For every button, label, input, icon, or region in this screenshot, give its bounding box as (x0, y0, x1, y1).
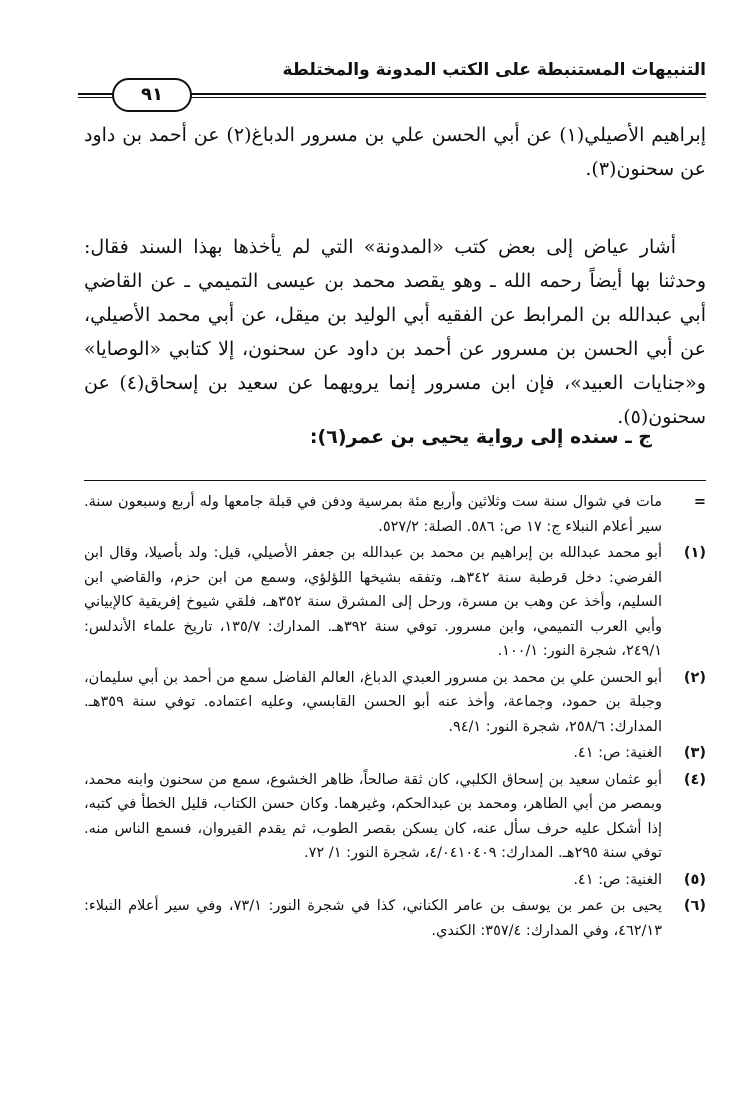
header-title: التنبيهات المستنبطة على الكتب المدونة والمختلطة (282, 60, 706, 80)
footnote-text: الغنية: ص: ٤١. (573, 871, 662, 888)
footnotes (84, 490, 706, 945)
footnote-marker: (٣) (683, 745, 706, 761)
footnote-marker: (٤) (683, 771, 706, 788)
paragraph-1 (84, 118, 706, 186)
paragraph-1-text: إبراهيم الأصيلي(١) عن أبي الحسن علي بن مسرور الدباغ(٢) عن أحمد بن داود عن سحنون(٣). (84, 124, 707, 180)
footnote-marker: (٦) (683, 898, 706, 914)
footnote-separator (84, 480, 706, 481)
footnote-text: الغنية: ص: ٤١. (573, 745, 662, 761)
footnote-text: أبو عثمان سعيد بن إسحاق الكلبي، كان ثقة صالحاً، ظاهر الخشوع، سمع من سحنون وابنه محمد، وبمصر من أبي الطاهر، ومحمد بن عبدالحكم، وغيرهما. وكان حسن الكتاب، قليل الخطأ في كتبه، إذا أشكل عليه حرف سأل عنه، كان يسكن بقصر الطوب، ثم يقدم القيروان، فسمع الناس منه. توفي سنة ٢٩٥هـ. المدارك: ٤/٠٤١٠٤٠٩، شجرة النور: ١/ ٧٢. (84, 771, 662, 861)
footnote-6 (84, 894, 706, 943)
footnote-text: مات في شوال سنة ست وثلاثين وأربع مئة بمرسية ودفن في قبلة جامعها وله أربع وسبعون سنة. سير أعلام النبلاء ج: ١٧ ص: ٥٨٦. الصلة: ٥٢٧/٢. (84, 494, 662, 535)
footnote-marker: (٥) (683, 871, 706, 888)
footnote-text: أبو محمد عبدالله بن إبراهيم بن محمد بن عبدالله بن جعفر الأصيلي، قيل: ولد بأصيلا، وقال ابن الفرضي: دخل قرطبة سنة ٣٤٢هـ، وتفقه بشيخها اللؤلؤي، وسمع من ابن حزم، والقاضي ابن السليم، وأخذ عن وهب بن مسرة، ورحل إلى المشرق سنة ٣٥٢هـ، فلقي شيوخ إفريقية كالإبياني وأبي العرب التميمي، وابن مسرور. توفي سنة ٣٩٢هـ. المدارك: ١٣٥/٧، تاريخ علماء الأندلس: ٢٤٩/١، شجرة النور: ١٠٠/١. (84, 545, 663, 659)
footnote-4 (84, 768, 706, 866)
footnote-marker: (٢) (683, 669, 706, 686)
paragraph-2-text: أشار عياض إلى بعض كتب «المدونة» التي لم يأخذها بهذا السند فقال: وحدثنا بها أيضاً رحمه الله ـ وهو يقصد محمد بن عيسى التميمي ـ عن القاضي أبي عبدالله بن المرابط عن الفقيه أبي الوليد بن ميقل، عن أبي محمد الأصيلي، عن أبي الحسن بن مسرور عن أحمد بن داود عن سحنون، إلا كتابي «الوصايا» و«جنايات العبيد»، فإن ابن مسرور إنما يرويهما عن سعيد بن إسحاق(٤) عن سحنون(٥). (84, 236, 706, 428)
footnote-1 (84, 541, 706, 664)
footnote-text: أبو الحسن علي بن محمد بن مسرور العبدي الدباغ، العالم الفاضل سمع من أحمد بن أبي سليمان، وجبلة بن حمود، وجماعة، وأخذ عنه أبو الحسن القابسي، وعليه اعتماده. توفي سنة ٣٥٩هـ. المدارك: ٢٥٨/٦، شجرة النور: ٩٤/١. (84, 669, 662, 735)
paragraph-2 (84, 230, 706, 434)
section-subheading: ج ـ سنده إلى رواية يحيى بن عمر(٦): (309, 426, 652, 448)
footnote-marker: = (693, 494, 706, 510)
footnote-2 (84, 666, 706, 740)
page-number: ٩١ (112, 78, 192, 112)
footnote-5 (84, 868, 706, 893)
footnote-3 (84, 741, 706, 766)
footnote-text: يحيى بن عمر بن يوسف بن عامر الكناني، كذا في شجرة النور: ٧٣/١، وفي سير أعلام النبلاء: ٤٦٢/١٣، وفي المدارك: ٣٥٧/٤: الكندي. (84, 898, 662, 939)
footnote-continued (84, 490, 706, 539)
footnote-marker: (١) (683, 545, 706, 561)
